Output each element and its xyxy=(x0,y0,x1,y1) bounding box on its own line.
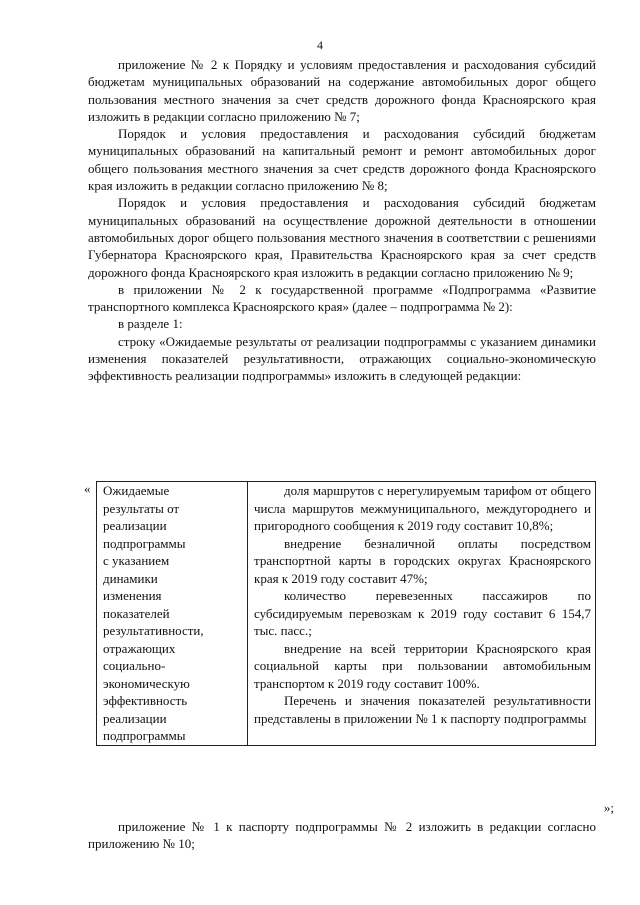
header-line: результативности, xyxy=(103,623,204,638)
paragraph: в разделе 1: xyxy=(118,316,183,332)
header-line: динамики xyxy=(103,570,158,586)
closing-quote: »; xyxy=(603,800,614,815)
result-item: количество перевезенных пассажиров по субсидируемым перевозкам к 2019 году составит 6 154,7 тыс. пасс.; xyxy=(254,588,591,638)
header-line: экономическую xyxy=(103,675,190,691)
header-line: подпрограммы xyxy=(103,535,186,551)
header-line: результаты от xyxy=(103,500,180,516)
result-item: доля маршрутов с нерегулируемым тарифом от общего числа маршрутов межмуниципального, междугороднего и пригородного сообщения к 2019 году составит 10,8%; xyxy=(254,483,591,533)
opening-quote: « xyxy=(84,481,91,496)
paragraph: в приложении № 2 к государственной программе «Подпрограмма «Развитие транспортного комплекса Красноярского края» (далее – подпрограмма № 2): xyxy=(88,281,596,315)
header-line: отражающих xyxy=(103,640,176,656)
header-line: подпрограммы xyxy=(103,728,186,743)
header-line: эффективность xyxy=(103,693,188,708)
paragraph: строку «Ожидаемые результаты от реализации подпрограммы с указанием динамики изменения показателей результативности, отражающих социально-экономическую эффективность реализации подпрограммы» изложить в следующей редакции: xyxy=(88,333,596,384)
header-line: Ожидаемые xyxy=(103,483,170,498)
result-item: внедрение на всей территории Красноярского края социальной карты при пользовании автомобильным транспортом к 2019 году составит 100%. xyxy=(254,640,591,691)
paragraph: Порядок и условия предоставления и расходования субсидий бюджетам муниципальных образований на капитальный ремонт и ремонт автомобильных дорог общего пользования местного значения за счет средств дорожного фонда Красноярского края изложить в редакции согласно приложению № 8; xyxy=(88,126,596,194)
document-body xyxy=(88,56,596,385)
paragraph: приложение № 1 к паспорту подпрограммы № 2 изложить в редакции согласно приложению № 10; xyxy=(88,819,596,852)
paragraph: приложение № 2 к Порядку и условиям предоставления и расходования субсидий бюджетам муниципальных образований на содержание автомобильных дорог общего пользования местного значения за счет средств дорожного фонда Красноярского края изложить в редакции согласно приложению № 7; xyxy=(88,57,596,124)
amended-row-block xyxy=(84,481,614,818)
header-line: изменения xyxy=(103,588,162,603)
document-body-continued xyxy=(88,818,596,853)
header-line: реализации xyxy=(103,710,167,726)
header-line: социально- xyxy=(103,658,166,673)
row-content-cell xyxy=(248,482,596,746)
row-header-cell xyxy=(97,482,248,746)
result-item: Перечень и значения показателей результативности представлены в приложении № 1 к паспорту подпрограммы xyxy=(254,693,591,726)
expected-results-table xyxy=(96,481,596,746)
header-line: с указанием xyxy=(103,553,170,568)
header-line: показателей xyxy=(103,605,170,621)
paragraph: Порядок и условия предоставления и расходования субсидий бюджетам муниципальных образований на осуществление дорожной деятельности в отношении автомобильных дорог общего пользования местного значения в соответствии с решениями Губернатора Красноярского края, Правительства Красноярского края за счет средств дорожного фонда Красноярского края изложить в редакции согласно приложению № 9; xyxy=(88,195,596,280)
page-number: 4 xyxy=(317,38,323,52)
header-line: реализации xyxy=(103,518,167,533)
table-row xyxy=(97,482,596,746)
result-item: внедрение безналичной оплаты посредством транспортной карты в городских округах Красноярского края к 2019 году составит 47%; xyxy=(254,535,591,586)
